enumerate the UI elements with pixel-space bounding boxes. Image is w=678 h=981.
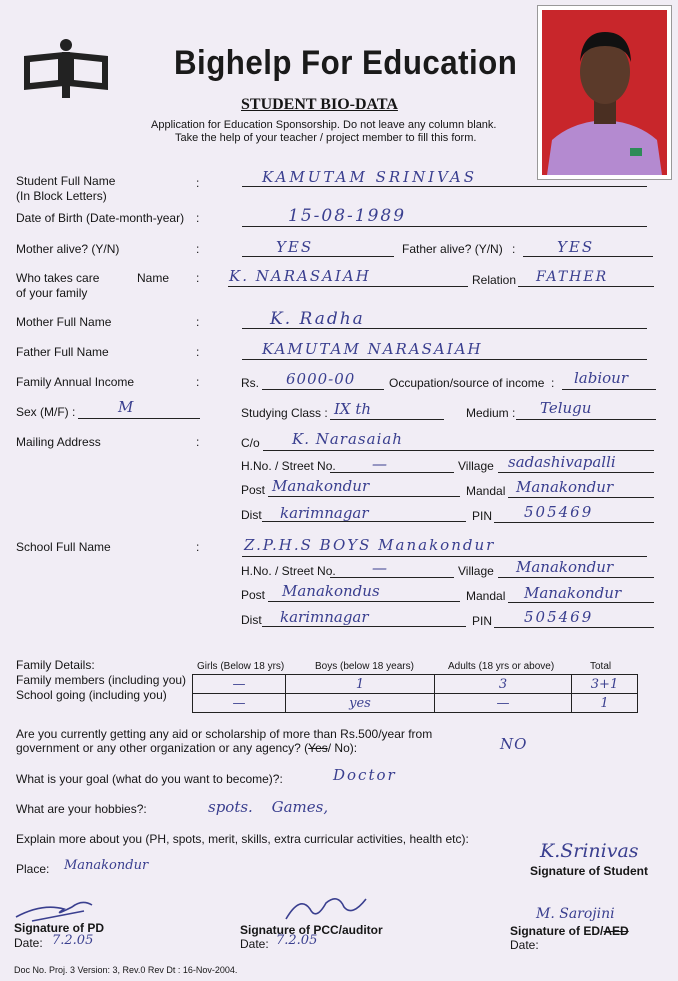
post-label: Post [241, 483, 266, 497]
adults-members-cell: 3 [435, 675, 572, 694]
father-name-label: Father Full Name [16, 345, 109, 359]
colon: : [196, 345, 200, 359]
aid-question-text: government or any other organization or any agency? ( [16, 741, 309, 755]
ed-signature-label [510, 924, 629, 938]
family-header-girls: Girls (Below 18 yrs) [197, 661, 285, 672]
place-label: Place: [16, 862, 50, 876]
colon: : [512, 242, 516, 256]
school-going-label: School going (including you) [16, 688, 167, 702]
family-members-label: Family members (including you) [16, 673, 187, 687]
family-header-boys: Boys (below 18 years) [315, 661, 414, 672]
income-label: Family Annual Income [16, 375, 135, 389]
school-hno-value: — [372, 559, 387, 577]
colon: : [196, 375, 200, 389]
school-village-label: Village [458, 564, 494, 578]
ed-label-aed: AED [603, 924, 629, 938]
colon: : [196, 315, 200, 329]
hno-label: H.No. / Street No. [241, 459, 336, 473]
pcc-date-value: 7.2.05 [276, 933, 318, 948]
rs-label: Rs. [241, 376, 259, 390]
colon: : [196, 211, 200, 225]
family-table [192, 674, 638, 713]
mother-name-label: Mother Full Name [16, 315, 112, 329]
hno-value: — [372, 455, 387, 473]
village-label: Village [458, 459, 494, 473]
caretaker-label: Who takes care [16, 271, 100, 285]
pcc-signature-label: Signature of PCC/auditor [240, 923, 383, 937]
colon: : [196, 242, 200, 256]
pcc-date-label: Date: [240, 937, 269, 951]
instruction-line-1: Application for Education Sponsorship. Do not leave any column blank. [151, 119, 497, 131]
colon: : [196, 271, 200, 285]
relation-label: Relation [472, 273, 517, 287]
colon: : [551, 376, 555, 390]
village-value: sadashivapalli [508, 453, 616, 471]
dob-label: Date of Birth (Date-month-year) [16, 211, 185, 225]
school-mandal-label: Mandal [466, 589, 506, 603]
school-dist-value: karimnagar [280, 608, 369, 626]
mandal-value: Manakondur [516, 478, 614, 496]
aid-question-line-1: Are you currently getting any aid or scholarship of more than Rs.500/year from [16, 727, 433, 741]
hobby-question: What are your hobbies?: [16, 802, 147, 816]
income-value: 6000-00 [286, 370, 356, 388]
occupation-label: Occupation/source of income [389, 376, 545, 390]
medium-value: Telugu [540, 399, 592, 417]
goal-question: What is your goal (what do you want to become)?: [16, 772, 283, 786]
aid-answer: NO [500, 735, 528, 753]
school-mandal-value: Manakondur [524, 584, 622, 602]
colon: : [196, 540, 200, 554]
colon: : [196, 176, 200, 190]
mailing-address-label: Mailing Address [16, 435, 101, 449]
name-label: Name [137, 271, 170, 285]
post-value: Manakondur [272, 477, 370, 495]
father-name-value: KAMUTAM NARASAIAH [262, 340, 483, 358]
school-village-value: Manakondur [516, 558, 614, 576]
explain-question: Explain more about you (PH, spots, merit, skills, extra curricular activities, health etc): [16, 832, 469, 846]
pin-label: PIN [472, 509, 493, 523]
logo-icon [20, 38, 112, 100]
form-title: STUDENT BIO-DATA [241, 96, 398, 113]
student-name-sublabel: (In Block Letters) [16, 189, 107, 203]
mandal-label: Mandal [466, 484, 506, 498]
mother-alive-label: Mother alive? (Y/N) [16, 242, 120, 256]
caretaker-name-value: K. NARASAIAH [229, 267, 371, 285]
father-alive-label: Father alive? (Y/N) [402, 242, 503, 256]
ed-date-label: Date: [510, 938, 539, 952]
school-hno-label: H.No. / Street No. [241, 564, 336, 578]
school-pin-value: 505469 [524, 608, 594, 626]
co-value: K. Narasaiah [292, 430, 403, 448]
table-row [193, 675, 638, 694]
student-signature: K.Srinivas [540, 840, 639, 862]
medium-label: Medium : [466, 406, 516, 420]
co-label: C/o [241, 436, 260, 450]
pd-date-value: 7.2.05 [52, 933, 94, 948]
caretaker-label-2: of your family [16, 286, 88, 300]
class-label: Studying Class : [241, 406, 328, 420]
student-photo [537, 5, 672, 180]
sex-value: M [118, 398, 134, 416]
dist-value: karimnagar [280, 504, 369, 522]
adults-school-cell: — [435, 694, 572, 713]
student-signature-label: Signature of Student [530, 864, 648, 878]
family-header-total: Total [590, 661, 612, 672]
pd-signature-label: Signature of PD [14, 921, 105, 935]
school-name-value: Z.P.H.S BOYS Manakondur [244, 536, 496, 554]
girls-school-cell: — [193, 694, 286, 713]
org-name: Bighelp For Education [174, 44, 518, 82]
place-value: Manakondur [64, 858, 149, 873]
aid-question-line-2 [16, 741, 357, 755]
aid-no-text: / No): [327, 741, 358, 755]
class-value: IX th [334, 400, 372, 418]
mother-name-value: K. Radha [270, 309, 365, 329]
pin-value: 505469 [524, 503, 594, 521]
pd-date-label: Date: [14, 936, 43, 950]
school-name-label: School Full Name [16, 540, 111, 554]
aid-yes-struck: Yes [308, 741, 328, 755]
school-post-label: Post [241, 588, 266, 602]
ed-signature: M. Sarojini [536, 906, 615, 922]
boys-school-cell: yes [286, 694, 435, 713]
father-alive-value: YES [557, 238, 595, 256]
sex-label: Sex (M/F) : [16, 405, 76, 419]
student-name-label: Student Full Name [16, 174, 116, 188]
dob-value: 15-08-1989 [288, 206, 407, 226]
colon: : [196, 435, 200, 449]
occupation-value: labiour [574, 369, 629, 387]
boys-members-cell: 1 [286, 675, 435, 694]
family-details-label: Family Details: [16, 658, 95, 672]
dist-label: Dist [241, 508, 262, 522]
total-school-cell: 1 [572, 694, 638, 713]
girls-members-cell: — [193, 675, 286, 694]
goal-answer: Doctor [333, 766, 397, 784]
school-dist-label: Dist [241, 613, 262, 627]
ed-label-text: Signature of ED/ [510, 924, 604, 938]
instruction-line-2: Take the help of your teacher / project member to fill this form. [175, 132, 477, 144]
relation-value: FATHER [536, 269, 609, 285]
table-row [193, 694, 638, 713]
student-name-value: KAMUTAM SRINIVAS [262, 168, 478, 186]
school-post-value: Manakondus [282, 582, 380, 600]
total-members-cell: 3+1 [572, 675, 638, 694]
family-header-adults: Adults (18 yrs or above) [448, 661, 555, 672]
doc-number: Doc No. Proj. 3 Version: 3, Rev.0 Rev Dt : 16-Nov-2004. [14, 965, 238, 975]
hobby-answer: spots. Games, [208, 798, 329, 816]
mother-alive-value: YES [276, 238, 314, 256]
school-pin-label: PIN [472, 614, 493, 628]
